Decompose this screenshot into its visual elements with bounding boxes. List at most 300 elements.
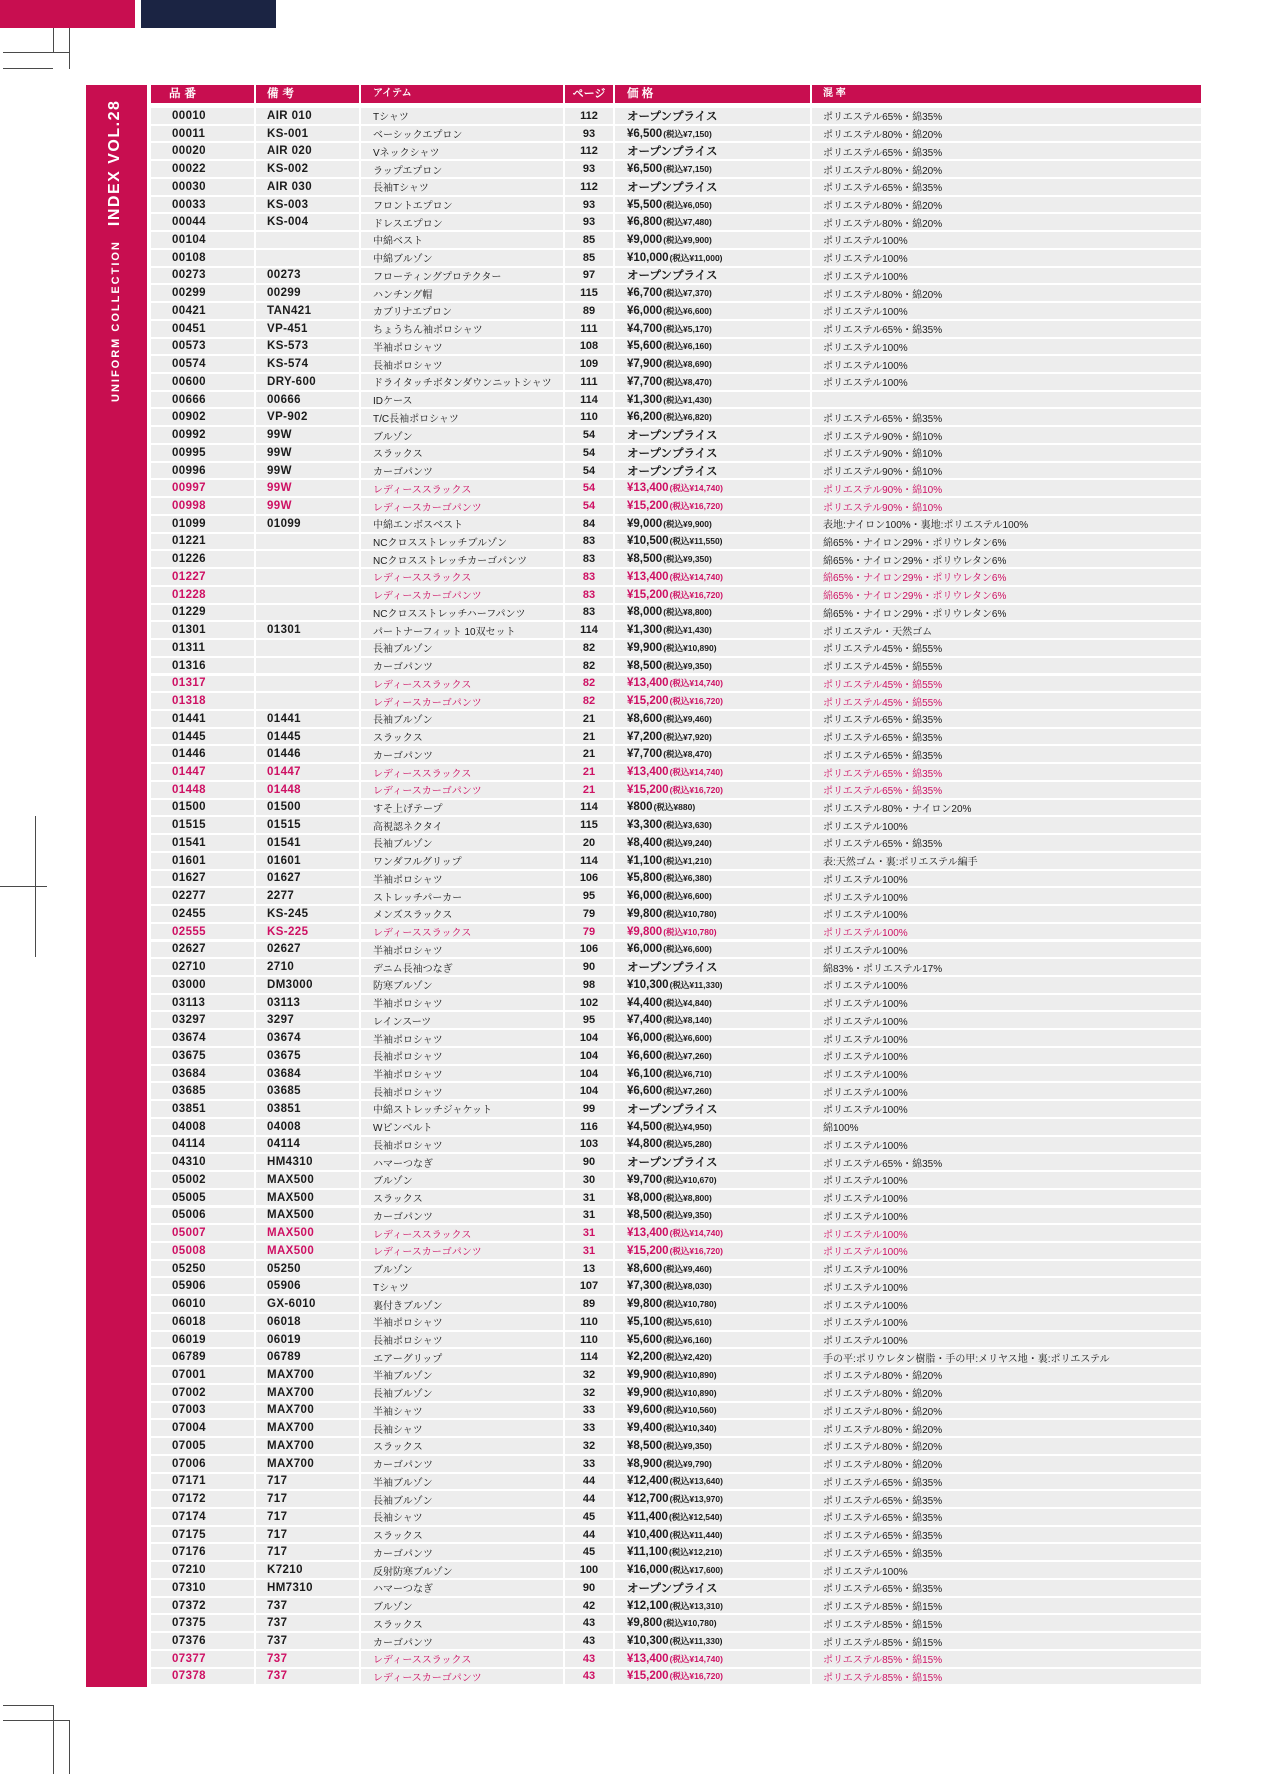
page-cell: 104 [565,1083,615,1099]
page-cell: 106 [565,942,615,958]
item-number-cell: 01311 [151,640,256,656]
price-cell [615,835,812,851]
item-number-cell: 07172 [151,1491,256,1507]
remarks-cell: KS-002 [256,161,361,177]
price-main: ¥13,400 [627,766,669,779]
price-tax-included: (税込¥13,970) [669,1494,723,1505]
blend-ratio-cell: ポリエステル100% [823,254,908,266]
price-tax-included: (税込¥7,150) [663,128,712,139]
crop-mark [69,28,70,69]
price-tax-included: (税込¥16,720) [669,501,723,511]
price-cell [615,605,812,621]
price-cell [615,516,812,532]
price-tax-included: (税込¥6,600) [663,1033,712,1044]
page-cell: 32 [565,1438,615,1454]
page-cell: 89 [565,303,615,319]
item-name-cell: ハンチング帽 [361,285,565,301]
table-row [151,1615,1201,1631]
blend-ratio-cell: ポリエステル100% [823,1336,908,1348]
table-row [151,321,1201,337]
price-tax-included: (税込¥16,720) [669,589,723,600]
blend-ratio-cell: ポリエステル45%・綿55% [823,662,943,674]
price-cell [615,764,812,780]
item-number-cell: 01318 [151,693,256,709]
price-cell [615,268,812,284]
price-tax-included: (税込¥7,260) [663,1050,712,1061]
price-tax-included: (税込¥6,820) [663,412,712,423]
item-number-cell: 01515 [151,817,256,833]
price-cell [615,1403,812,1419]
item-name-cell: 半袖ポロシャツ [361,942,565,958]
remarks-cell: 717 [256,1474,361,1490]
table-row [151,995,1201,1011]
price-cell [615,534,812,550]
table-row [151,1030,1201,1046]
item-number-cell: 07210 [151,1562,256,1578]
item-number-cell: 01441 [151,711,256,727]
crop-mark [3,52,69,53]
remarks-cell: MAX700 [256,1367,361,1383]
item-name-cell: カーゴパンツ [361,1633,565,1649]
item-number-cell: 01226 [151,551,256,567]
price-cell [615,924,812,940]
price-main: ¥8,500 [627,1209,663,1222]
page-cell: 31 [565,1243,615,1259]
blend-ratio-cell: ポリエステル100% [823,999,908,1011]
price-cell [615,179,812,195]
item-name-cell: スラックス [361,445,565,461]
price-cell [615,374,812,390]
item-name-cell: レディースカーゴパンツ [361,1243,565,1259]
item-name-cell: エアーグリップ [361,1349,565,1365]
table-row [151,1083,1201,1099]
table-row [151,1119,1201,1135]
price-main: ¥4,500 [627,1120,663,1133]
page-cell: 43 [565,1633,615,1649]
remarks-cell: 717 [256,1544,361,1560]
price-tax-included: (税込¥10,780) [663,1299,717,1310]
page-cell: 99 [565,1101,615,1117]
item-name-cell: レディーススラックス [361,764,565,780]
item-name-cell: IDケース [361,392,565,408]
price-main: ¥8,500 [627,1439,663,1452]
remarks-cell: KS-001 [256,126,361,142]
blend-ratio-cell: ポリエステル85%・綿15% [823,1637,943,1649]
remarks-cell: 00666 [256,392,361,408]
price-cell [615,480,812,496]
table-row [151,126,1201,142]
item-number-cell: 03297 [151,1012,256,1028]
price-main: ¥6,500 [627,127,663,140]
price-tax-included: (税込¥14,740) [669,483,723,494]
blend-ratio-cell: ポリエステル100% [823,1176,908,1188]
price-tax-included: (税込¥8,800) [663,1192,712,1203]
price-cell [615,1332,812,1348]
table-row [151,1527,1201,1543]
blend-ratio-cell: 表地:ナイロン100%・裏地:ポリエステル100% [823,520,1029,532]
price-cell [615,498,812,514]
remarks-cell [256,232,361,248]
item-name-cell: ちょうちん袖ポロシャツ [361,321,565,337]
price-tax-included: (税込¥4,840) [663,997,712,1008]
price-main: ¥15,200 [627,1244,669,1257]
item-name-cell: レディースカーゴパンツ [361,693,565,709]
table-row [151,1669,1201,1685]
price-tax-included: (税込¥10,780) [663,1618,717,1629]
price-tax-included: (税込¥10,890) [663,1369,717,1380]
item-name-cell: 防寒ブルゾン [361,977,565,993]
page-cell: 54 [565,480,615,496]
item-number-cell: 05250 [151,1261,256,1277]
price-main: ¥6,100 [627,1067,663,1080]
table-row [151,1403,1201,1419]
table-row [151,143,1201,159]
item-number-cell: 00011 [151,126,256,142]
page-cell: 107 [565,1278,615,1294]
price-cell [615,1137,812,1153]
blend-ratio-cell: ポリエステル80%・綿20% [823,1389,943,1401]
item-number-cell: 01541 [151,835,256,851]
price-main: ¥9,800 [627,1298,663,1311]
item-number-cell: 07377 [151,1651,256,1667]
blend-ratio-cell: ポリエステル80%・綿20% [823,218,943,230]
item-number-cell: 00033 [151,197,256,213]
blend-ratio-cell: ポリエステル100% [823,910,908,922]
blend-ratio-cell: ポリエステル65%・綿35% [823,1495,943,1507]
price-main: ¥8,000 [627,606,663,619]
remarks-cell: KS-574 [256,356,361,372]
item-name-cell: ブルゾン [361,1598,565,1614]
price-tax-included: (税込¥7,480) [663,217,712,228]
table-row [151,1278,1201,1294]
page-cell: 85 [565,232,615,248]
item-name-cell: カブリナエプロン [361,303,565,319]
price-main: ¥9,800 [627,925,663,938]
price-main: ¥6,000 [627,304,663,317]
item-number-cell: 02277 [151,888,256,904]
item-name-cell: カーゴパンツ [361,463,565,479]
item-name-cell: 長袖シャツ [361,1420,565,1436]
blend-ratio-cell: ポリエステル85%・綿15% [823,1602,943,1614]
blend-ratio-cell: ポリエステル100% [823,1229,908,1241]
table-row [151,1598,1201,1614]
remarks-cell: 01099 [256,516,361,532]
page-cell: 45 [565,1509,615,1525]
price-tax-included: (税込¥10,780) [663,908,717,919]
blend-ratio-cell: ポリエステル45%・綿55% [823,644,943,656]
price-cell [615,427,812,443]
item-number-cell: 07174 [151,1509,256,1525]
table-row [151,1438,1201,1454]
price-cell [615,1190,812,1206]
price-tax-included: (税込¥11,440) [669,1529,723,1540]
item-number-cell: 01221 [151,534,256,550]
price-main: ¥7,900 [627,358,663,371]
blend-ratio-cell: ポリエステル100% [823,821,908,833]
table-row [151,587,1201,603]
table-row [151,1474,1201,1490]
blend-ratio-cell: ポリエステル100% [823,360,908,372]
index-table [151,85,1201,1686]
price-main: ¥800 [627,801,653,814]
item-number-cell: 07006 [151,1456,256,1472]
table-row [151,1633,1201,1649]
price-main: ¥9,900 [627,641,663,654]
price-tax-included: (税込¥13,640) [669,1476,723,1487]
price-cell [615,1066,812,1082]
price-tax-included: (税込¥14,740) [669,571,723,582]
price-main: ¥16,000 [627,1564,669,1577]
item-name-cell: 半袖ブルゾン [361,1474,565,1490]
remarks-cell: 01301 [256,622,361,638]
remarks-cell: KS-245 [256,906,361,922]
remarks-cell: 06018 [256,1314,361,1330]
blend-ratio-cell: ポリエステル65%・綿35% [823,112,943,124]
item-name-cell: 高視認ネクタイ [361,817,565,833]
page-cell: 110 [565,1332,615,1348]
table-row [151,268,1201,284]
sidebar-index-label: INDEX VOL.28 [106,99,123,227]
price-cell [615,321,812,337]
blend-ratio-cell: ポリエステル100% [823,1282,908,1294]
blend-ratio-cell: ポリエステル65%・綿35% [823,768,943,780]
item-number-cell: 05906 [151,1278,256,1294]
price-main: ¥10,300 [627,1635,669,1647]
item-name-cell: 半袖ポロシャツ [361,995,565,1011]
header-blend-ratio: 混 率 [823,88,846,99]
table-row [151,1101,1201,1117]
item-name-cell: ベーシックエプロン [361,126,565,142]
blend-ratio-cell: ポリエステル80%・綿20% [823,289,943,301]
price-main: ¥6,700 [627,287,663,300]
remarks-cell [256,250,361,266]
item-number-cell: 07376 [151,1633,256,1649]
blend-ratio-cell: ポリエステル85%・綿15% [823,1619,943,1631]
price-main: ¥13,400 [627,570,669,583]
price-main: ¥6,800 [627,216,663,229]
price-tax-included: (税込¥6,710) [663,1068,712,1079]
remarks-cell: 737 [256,1615,361,1631]
item-number-cell: 05005 [151,1190,256,1206]
item-number-cell: 03000 [151,977,256,993]
remarks-cell: 2277 [256,888,361,904]
price-main: オープンプライス [627,430,718,443]
item-number-cell: 01317 [151,676,256,692]
item-name-cell: スラックス [361,1438,565,1454]
page-cell: 83 [565,569,615,585]
price-main: オープンプライス [627,1103,718,1116]
remarks-cell: MAX500 [256,1208,361,1224]
price-cell [615,143,812,159]
price-tax-included: (税込¥8,800) [663,607,712,618]
table-row [151,1580,1201,1596]
remarks-cell: 99W [256,427,361,443]
blend-ratio-cell: ポリエステル100% [823,1194,908,1206]
item-number-cell: 01601 [151,853,256,869]
price-main: ¥15,200 [627,1670,669,1683]
price-main: ¥8,500 [627,553,663,566]
price-main: オープンプライス [627,465,718,478]
price-main: ¥15,200 [627,695,669,708]
price-main: ¥8,500 [627,659,663,672]
item-name-cell: 中綿ベスト [361,232,565,248]
blend-ratio-cell: ポリエステル65%・綿35% [823,413,943,425]
item-name-cell: 半袖シャツ [361,1403,565,1419]
remarks-cell: 03675 [256,1048,361,1064]
page-cell: 104 [565,1048,615,1064]
price-main: ¥9,600 [627,1404,663,1417]
table-row [151,711,1201,727]
blend-ratio-cell: ポリエステル65%・綿35% [823,733,943,745]
price-main: ¥1,100 [627,854,663,867]
table-row [151,303,1201,319]
table-row [151,1651,1201,1667]
item-name-cell: Wピンベルト [361,1119,565,1135]
item-name-cell: フローティングプロテクター [361,268,565,284]
item-number-cell: 00600 [151,374,256,390]
item-name-cell: 裏付きブルゾン [361,1296,565,1312]
page-cell: 98 [565,977,615,993]
price-cell [615,676,812,692]
table-row [151,551,1201,567]
blend-ratio-cell: ポリエステル85%・綿15% [823,1655,943,1667]
blend-ratio-cell: 綿65%・ナイロン29%・ポリウレタン6% [823,573,1007,585]
price-tax-included: (税込¥6,600) [663,944,712,955]
blend-ratio-cell: ポリエステル・天然ゴム [823,626,933,638]
remarks-cell: 737 [256,1669,361,1685]
price-cell [615,1367,812,1383]
table-row [151,1225,1201,1241]
page-cell: 115 [565,285,615,301]
price-cell [615,888,812,904]
page-cell: 83 [565,534,615,550]
table-row [151,445,1201,461]
remarks-cell: 04008 [256,1119,361,1135]
registration-mark [0,886,47,887]
remarks-cell [256,658,361,674]
page-cell: 42 [565,1598,615,1614]
crop-mark [3,1720,69,1721]
item-name-cell: すそ上げテープ [361,800,565,816]
blend-ratio-cell: ポリエステル80%・綿20% [823,1424,943,1436]
table-row [151,1491,1201,1507]
price-cell [615,1580,812,1596]
item-name-cell: 反射防寒ブルゾン [361,1562,565,1578]
item-number-cell: 07175 [151,1527,256,1543]
price-cell [615,551,812,567]
table-row [151,782,1201,798]
remarks-cell: 99W [256,498,361,514]
price-main: ¥7,700 [627,375,663,388]
item-name-cell: カーゴパンツ [361,746,565,762]
price-cell [615,1030,812,1046]
page-cell: 13 [565,1261,615,1277]
table-row [151,729,1201,745]
price-tax-included: (税込¥7,260) [663,1086,712,1097]
item-number-cell: 05007 [151,1225,256,1241]
price-main: オープンプライス [627,1157,718,1170]
page-cell: 79 [565,924,615,940]
table-row [151,1562,1201,1578]
page-cell: 100 [565,1562,615,1578]
remarks-cell: 717 [256,1491,361,1507]
table-row [151,1012,1201,1028]
item-name-cell: カーゴパンツ [361,1456,565,1472]
price-main: ¥10,500 [627,535,669,548]
table-row [151,480,1201,496]
price-tax-included: (税込¥9,350) [663,1440,712,1451]
price-cell [615,622,812,638]
remarks-cell: MAX500 [256,1243,361,1259]
item-number-cell: 03675 [151,1048,256,1064]
price-cell [615,817,812,833]
header-remarks: 備 考 [256,85,361,103]
page-cell: 95 [565,1012,615,1028]
remarks-cell: MAX700 [256,1385,361,1401]
blend-ratio-cell: ポリエステル65%・綿35% [823,1477,943,1489]
blend-ratio-cell: 手の平:ポリウレタン樹脂・手の甲:メリヤス地・裏:ポリエステル [823,1353,1110,1365]
remarks-cell [256,693,361,709]
table-row [151,498,1201,514]
page-cell: 84 [565,516,615,532]
remarks-cell: 01446 [256,746,361,762]
price-cell [615,1154,812,1170]
page-cell: 93 [565,214,615,230]
remarks-cell: DRY-600 [256,374,361,390]
remarks-cell: MAX700 [256,1403,361,1419]
blend-ratio-cell: ポリエステル80%・綿20% [823,130,943,142]
price-cell [615,214,812,230]
blend-ratio-cell: ポリエステル100% [823,378,908,390]
blend-ratio-cell: ポリエステル65%・綿35% [823,1584,943,1596]
price-cell [615,1509,812,1525]
price-main: ¥10,400 [627,1528,669,1541]
page-cell: 82 [565,676,615,692]
blend-ratio-cell: ポリエステル100% [823,271,908,283]
price-cell [615,853,812,869]
page-cell: 112 [565,143,615,159]
blend-ratio-cell: ポリエステル65%・綿35% [823,1158,943,1170]
price-cell [615,1278,812,1294]
blend-ratio-cell: ポリエステル100% [823,981,908,993]
price-cell [615,782,812,798]
remarks-cell: 737 [256,1633,361,1649]
price-main: ¥2,200 [627,1351,663,1364]
item-name-cell: パートナーフィット 10双セット [361,622,565,638]
crop-mark [53,28,54,53]
remarks-cell: K7210 [256,1562,361,1578]
price-cell [615,1615,812,1631]
blend-ratio-cell: ポリエステル65%・綿35% [823,1531,943,1543]
table-row [151,463,1201,479]
price-tax-included: (税込¥9,460) [663,713,712,724]
item-number-cell: 00421 [151,303,256,319]
item-name-cell: ワンダフルグリップ [361,853,565,869]
header-price: 価 格 [615,85,812,103]
price-tax-included: (税込¥16,720) [669,1671,723,1682]
table-row [151,1420,1201,1436]
price-main: ¥15,200 [627,588,669,601]
remarks-cell: HM4310 [256,1154,361,1170]
table-row [151,250,1201,266]
blend-ratio-cell: ポリエステル90%・綿10% [823,467,943,479]
item-name-cell: カーゴパンツ [361,1208,565,1224]
price-cell [615,1474,812,1490]
remarks-cell: 717 [256,1527,361,1543]
price-main: ¥6,000 [627,890,663,903]
price-cell [615,285,812,301]
table-row [151,1172,1201,1188]
